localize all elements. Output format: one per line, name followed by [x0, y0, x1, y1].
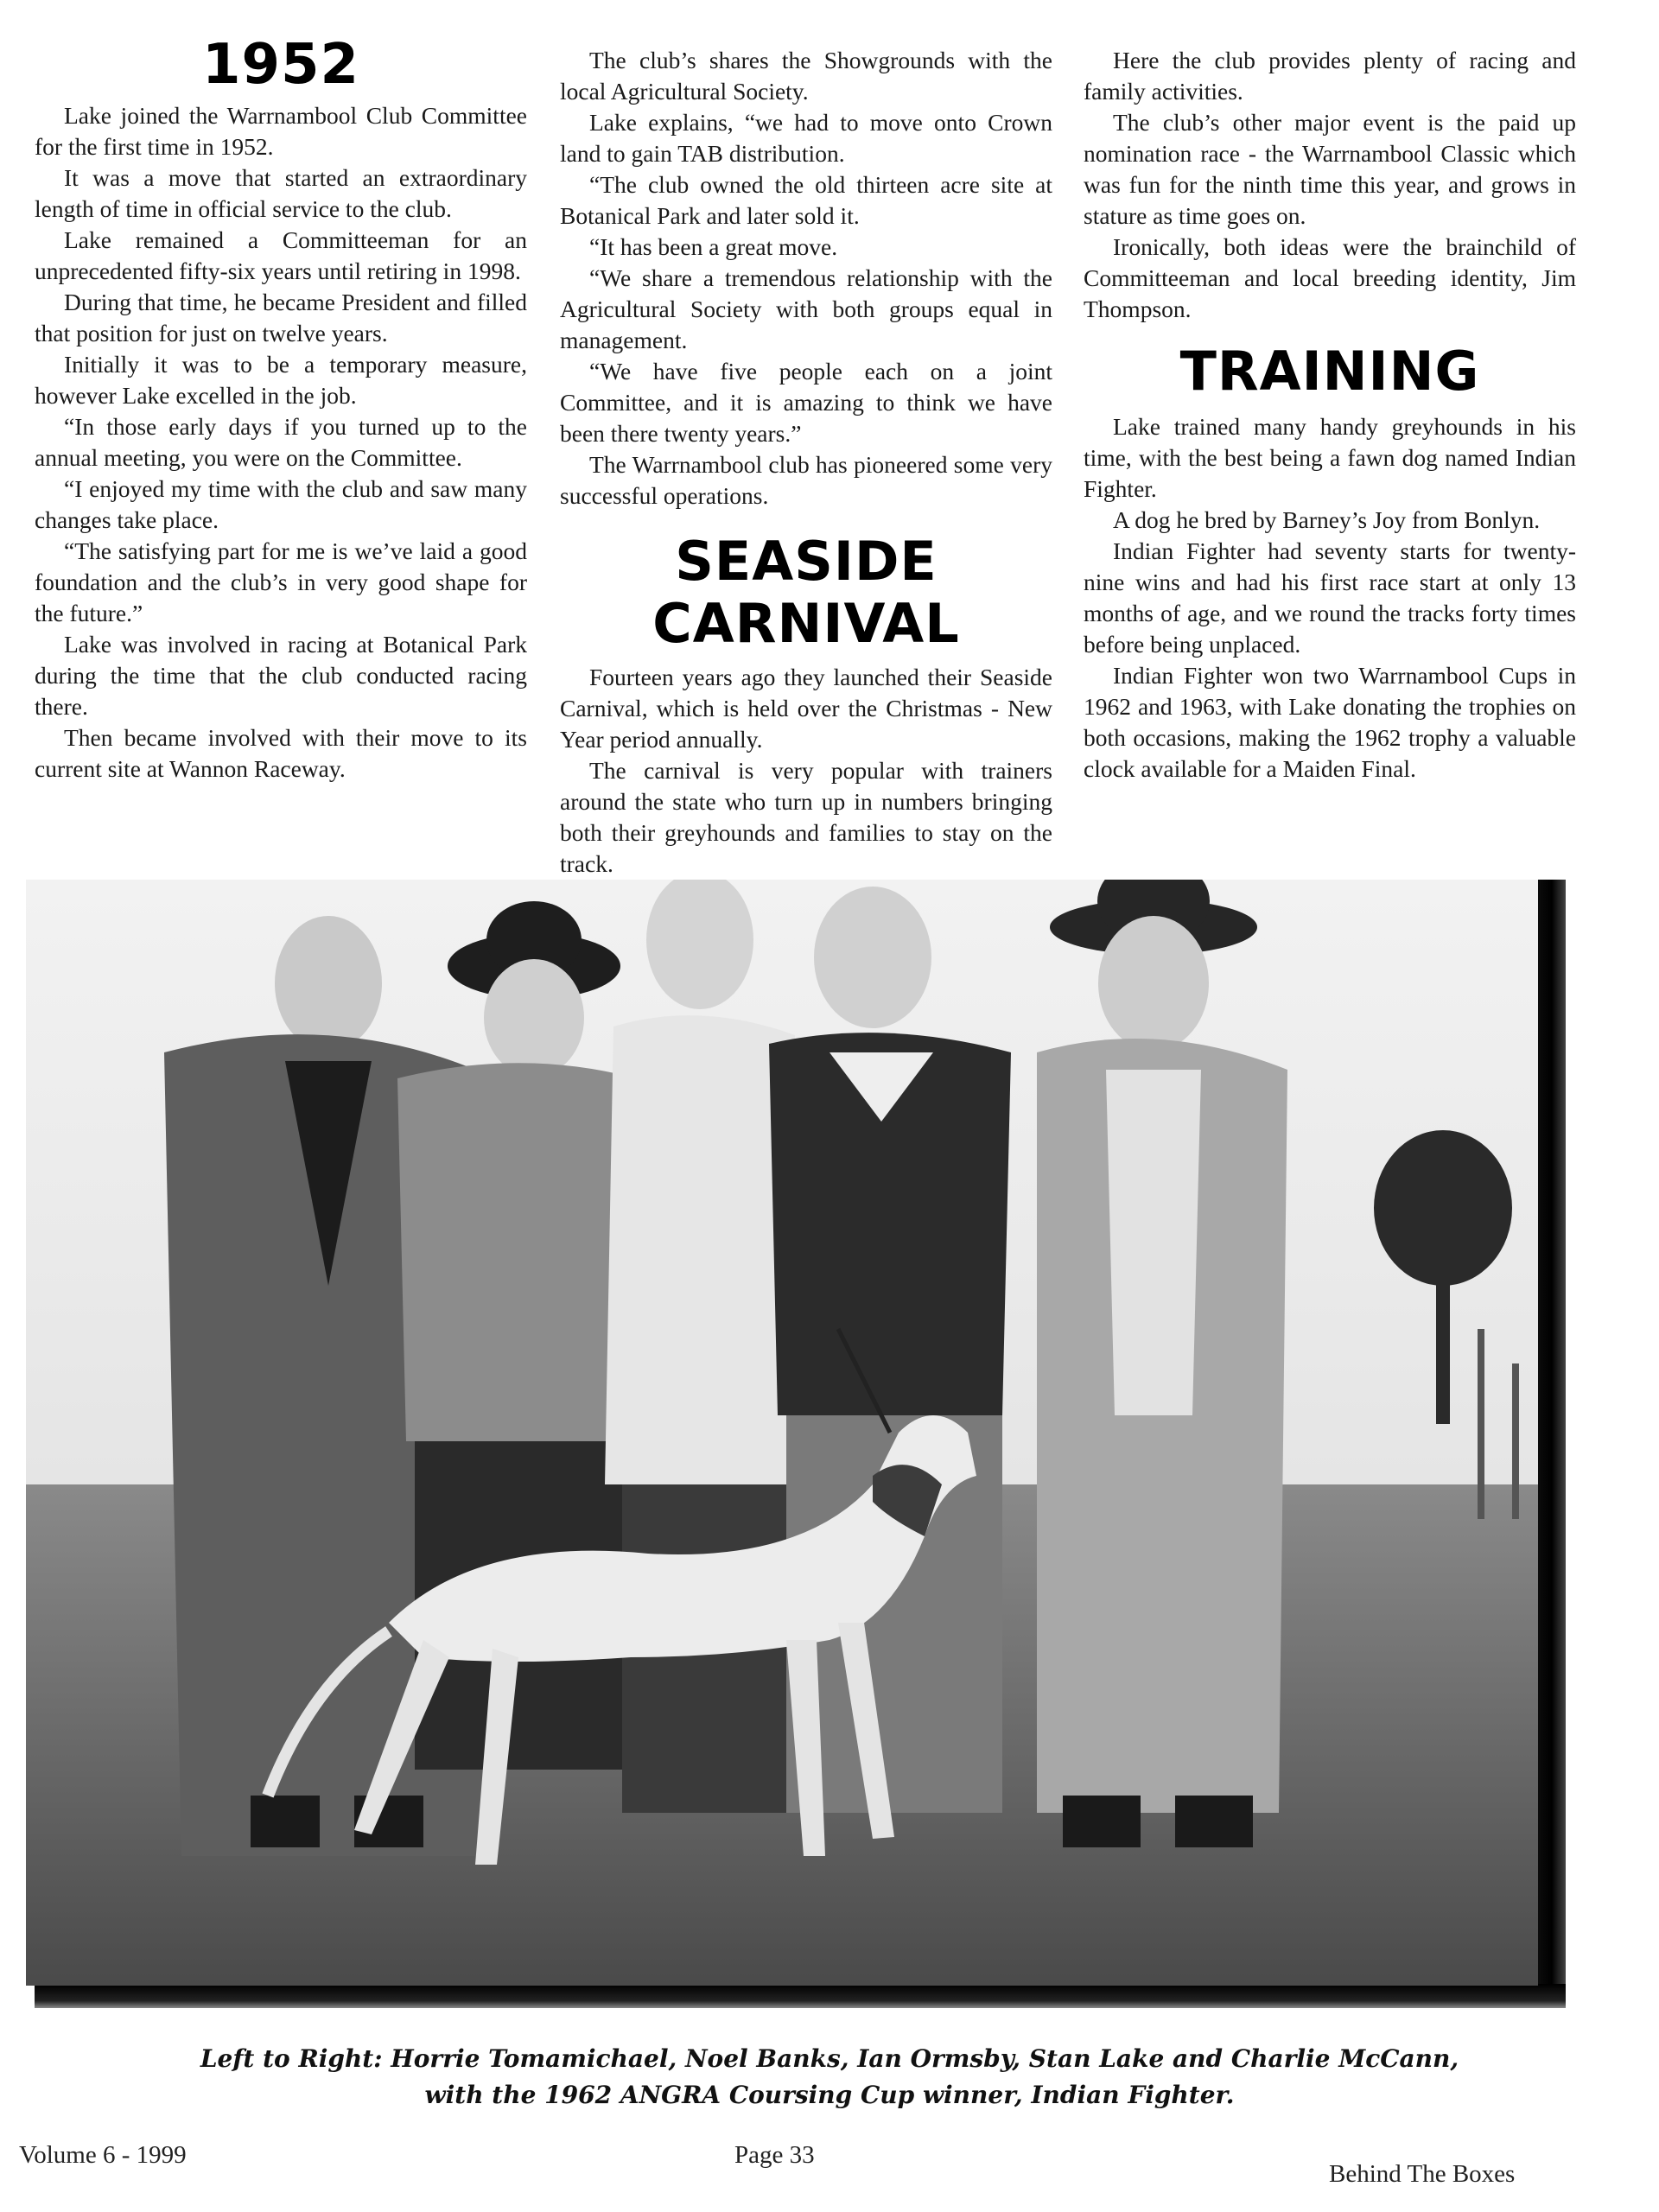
- paragraph: Then became involved with their move to its current site at Wannon Raceway.: [35, 724, 527, 782]
- paragraph: Lake remained a Committeeman for an unprecedented fifty-six years until retiring in 1998.: [35, 226, 527, 284]
- heading-seaside-carnival: [560, 531, 1052, 655]
- heading-line: SEASIDE: [675, 530, 938, 593]
- footer-page-number: Page 33: [734, 2141, 815, 2169]
- heading-1952: 1952: [201, 33, 360, 97]
- column-1: [35, 33, 527, 785]
- paragraph: The carnival is very popular with trainers around the state who turn up in numbers bringing both their greyhounds and families to stay on the track.: [560, 757, 1052, 877]
- paragraph: Initially it was to be a temporary measure, however Lake excelled in the job.: [35, 351, 527, 409]
- paragraph: “The satisfying part for me is we’ve laid a good foundation and the club’s in very good shape for the future.”: [35, 537, 527, 626]
- paragraph: Indian Fighter won two Warrnambool Cups in 1962 and 1963, with Lake donating the trophies on both occasions, making the 1962 trophy a valuable clock available for a Maiden Final.: [1084, 662, 1576, 782]
- paragraph: Lake trained many handy greyhounds in his time, with the best being a fawn dog named Indian Fighter.: [1084, 413, 1576, 502]
- footer-publication: Behind The Boxes: [1329, 2160, 1516, 2188]
- paragraph: A dog he bred by Barney’s Joy from Bonlyn.: [1113, 506, 1541, 533]
- paragraph: “I enjoyed my time with the club and saw many changes take place.: [35, 475, 527, 533]
- paragraph: “We have five people each on a joint Committee, and it is amazing to think we have been there twenty years.”: [560, 358, 1052, 447]
- paragraph: “In those early days if you turned up to the annual meeting, you were on the Committee.: [35, 413, 527, 471]
- heading-line: CARNIVAL: [652, 592, 960, 655]
- paragraph: Lake explains, “we had to move onto Crown land to gain TAB distribution.: [560, 109, 1052, 167]
- paragraph: Here the club provides plenty of racing and family activities.: [1084, 47, 1576, 105]
- paragraph: The club’s other major event is the paid up nomination race - the Warrnambool Classic which was fun for the ninth time this year, and grows in stature as time goes on.: [1084, 109, 1576, 229]
- photo-caption: [104, 2041, 1555, 2113]
- paragraph: The club’s shares the Showgrounds with the local Agricultural Society.: [560, 47, 1052, 105]
- caption-line: with the 1962 ANGRA Coursing Cup winner, Indian Fighter.: [424, 2081, 1235, 2109]
- caption-line: Left to Right: Horrie Tomamichael, Noel Banks, Ian Ormsby, Stan Lake and Charlie McCann,: [200, 2044, 1459, 2073]
- paragraph: During that time, he became President and filled that position for just on twelve years.: [35, 289, 527, 346]
- paragraph: Lake was involved in racing at Botanical Park during the time that the club conducted racing there.: [35, 631, 527, 720]
- paragraph: Fourteen years ago they launched their Seaside Carnival, which is held over the Christmas - New Year period annually.: [560, 664, 1052, 753]
- column-3: [1084, 45, 1576, 785]
- paragraph: Lake joined the Warrnambool Club Committee for the first time in 1952.: [35, 102, 527, 160]
- paragraph: “It has been a great move.: [589, 233, 838, 260]
- group-photo: [26, 880, 1564, 1990]
- paragraph: Indian Fighter had seventy starts for twenty-nine wins and had his first race start at only 13 months of age, and we round the tracks forty times before being unplaced.: [1084, 537, 1576, 658]
- footer-volume: Volume 6 - 1999: [19, 2141, 187, 2169]
- paragraph: Ironically, both ideas were the brainchild of Committeeman and local breeding identity, Jim Thompson.: [1084, 233, 1576, 322]
- paragraph: It was a move that started an extraordinary length of time in official service to the club.: [35, 164, 527, 222]
- paragraph: “The club owned the old thirteen acre site at Botanical Park and later sold it.: [560, 171, 1052, 229]
- column-2: [560, 45, 1052, 880]
- paragraph: “We share a tremendous relationship with the Agricultural Society with both groups equal in management.: [560, 264, 1052, 353]
- heading-training: TRAINING: [1179, 340, 1480, 403]
- paragraph: The Warrnambool club has pioneered some very successful operations.: [560, 451, 1052, 509]
